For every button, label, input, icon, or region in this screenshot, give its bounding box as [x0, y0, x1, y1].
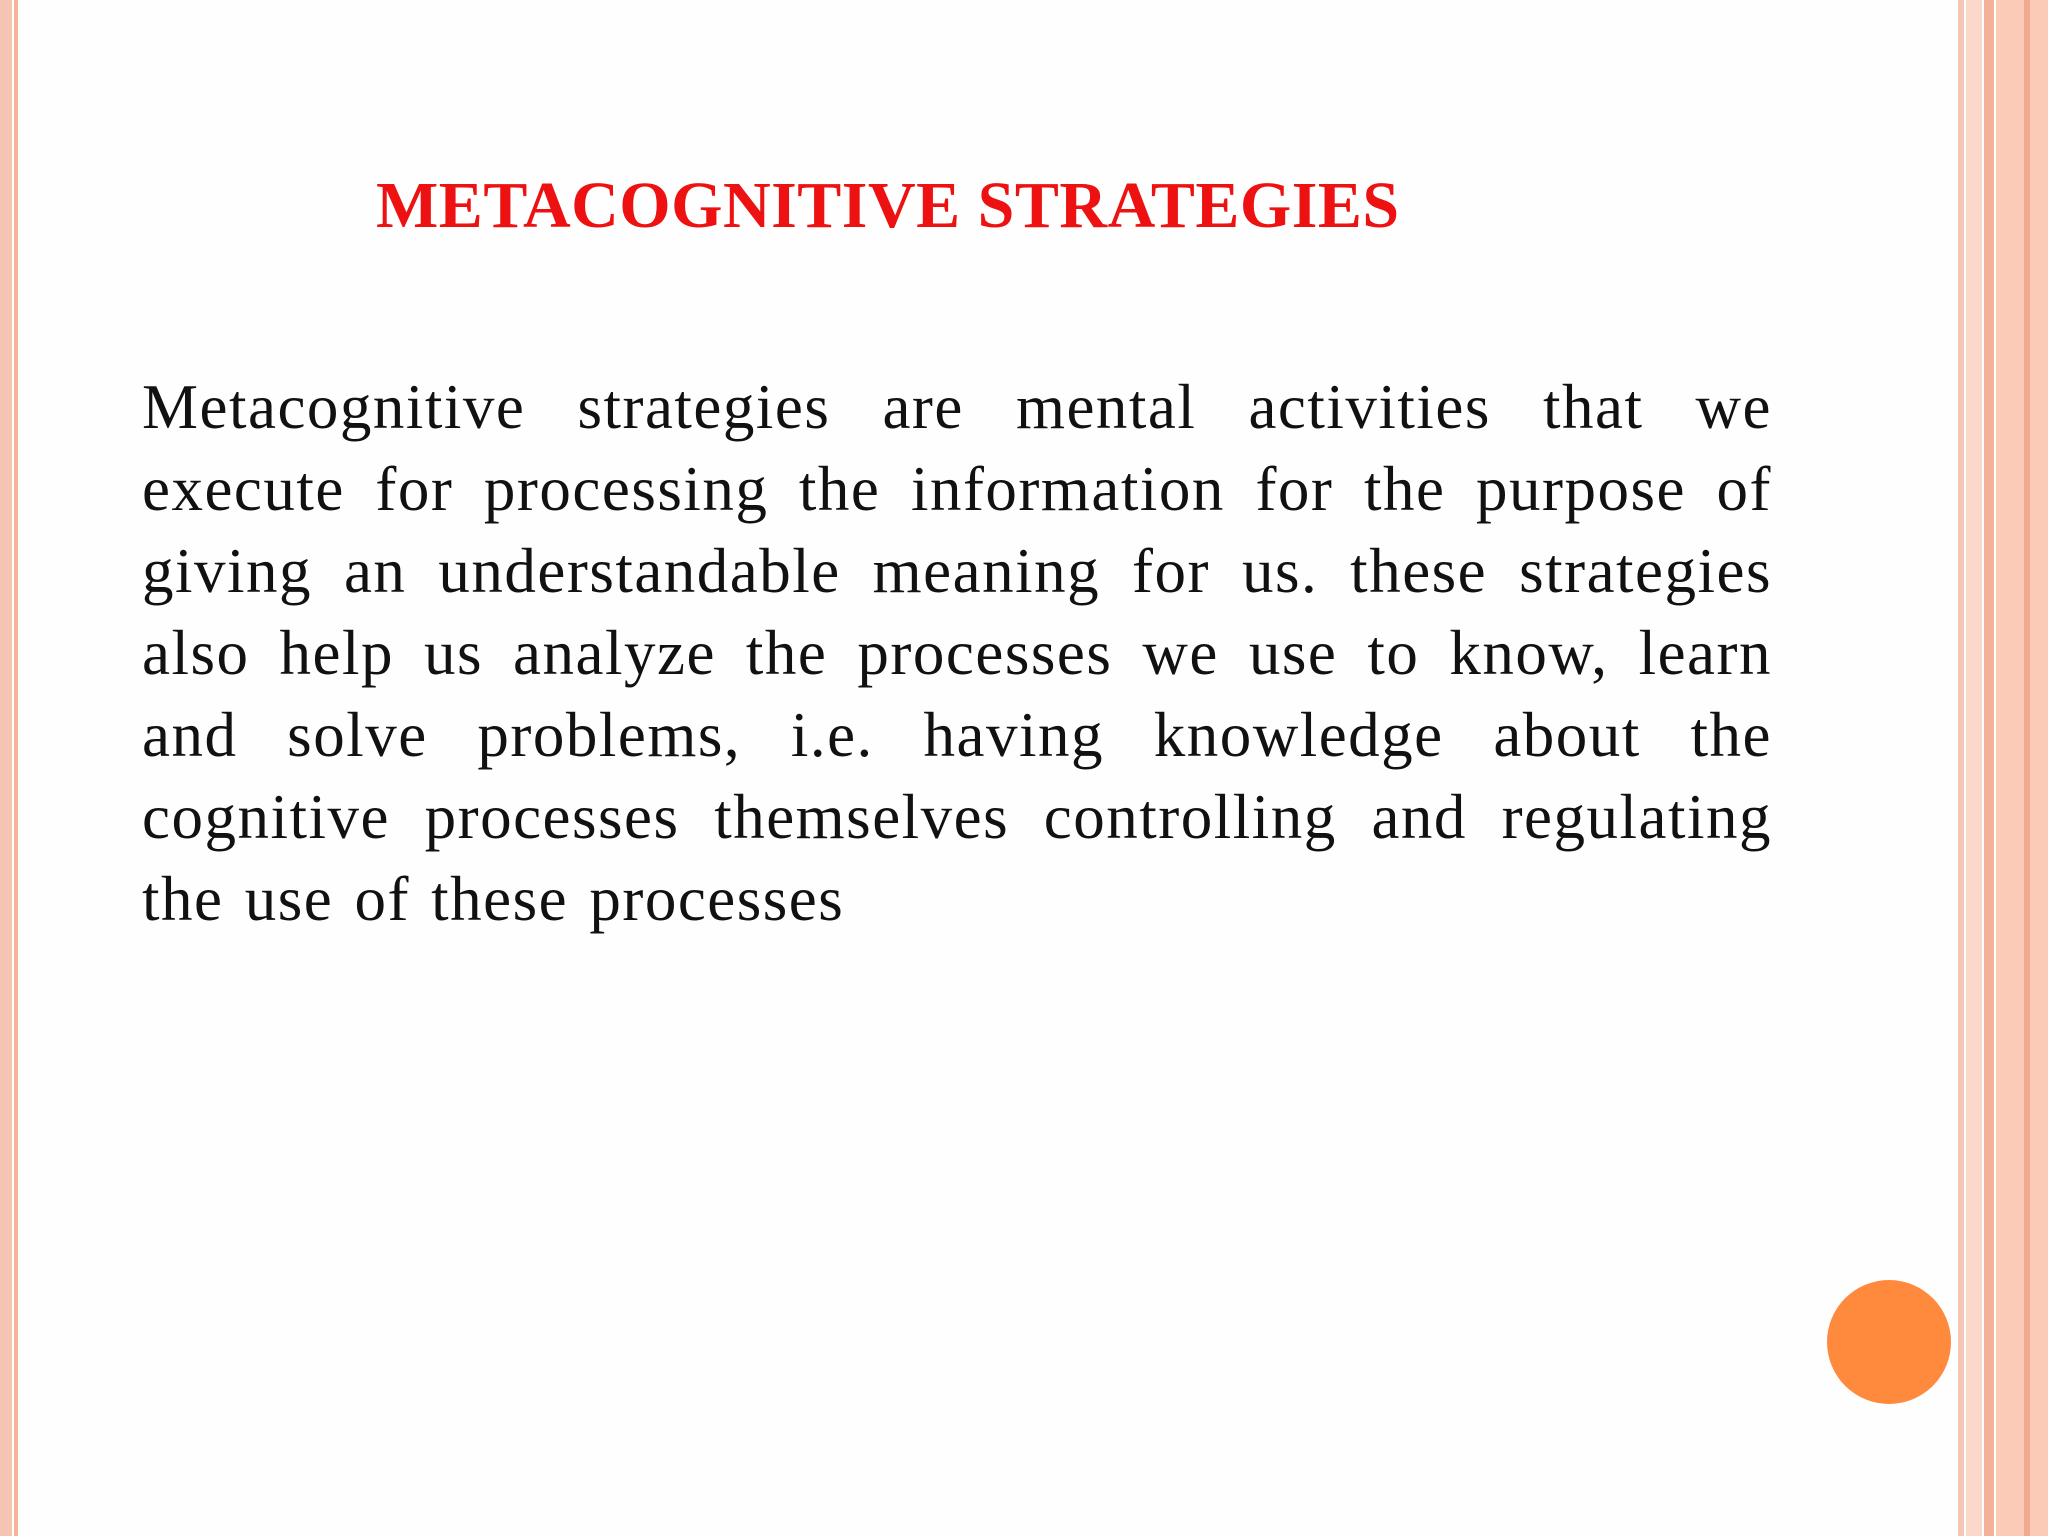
slide-title: METACOGNITIVE STRATEGIES: [376, 169, 1400, 242]
left-decorative-stripe: [0, 0, 12, 1536]
left-decorative-stripe-inner: [14, 0, 18, 1536]
right-decorative-band: [1984, 0, 1994, 1536]
slide-body-text: Metacognitive strategies are mental activities that we execute for processing the information for the purpose of giving an understandable meaning for us. these strategies also help us analyze the processes we use to know, learn and solve problems, i.e. having knowledge about the cognitive processes themselves controlling and regulating the use of these processes: [142, 372, 1772, 934]
right-decorative-band: [1966, 0, 1982, 1536]
right-decorative-band: [1958, 0, 1964, 1536]
right-decorative-band: [2024, 0, 2030, 1536]
decorative-circle-icon: [1827, 1280, 1951, 1404]
right-decorative-band: [1996, 0, 2048, 1536]
